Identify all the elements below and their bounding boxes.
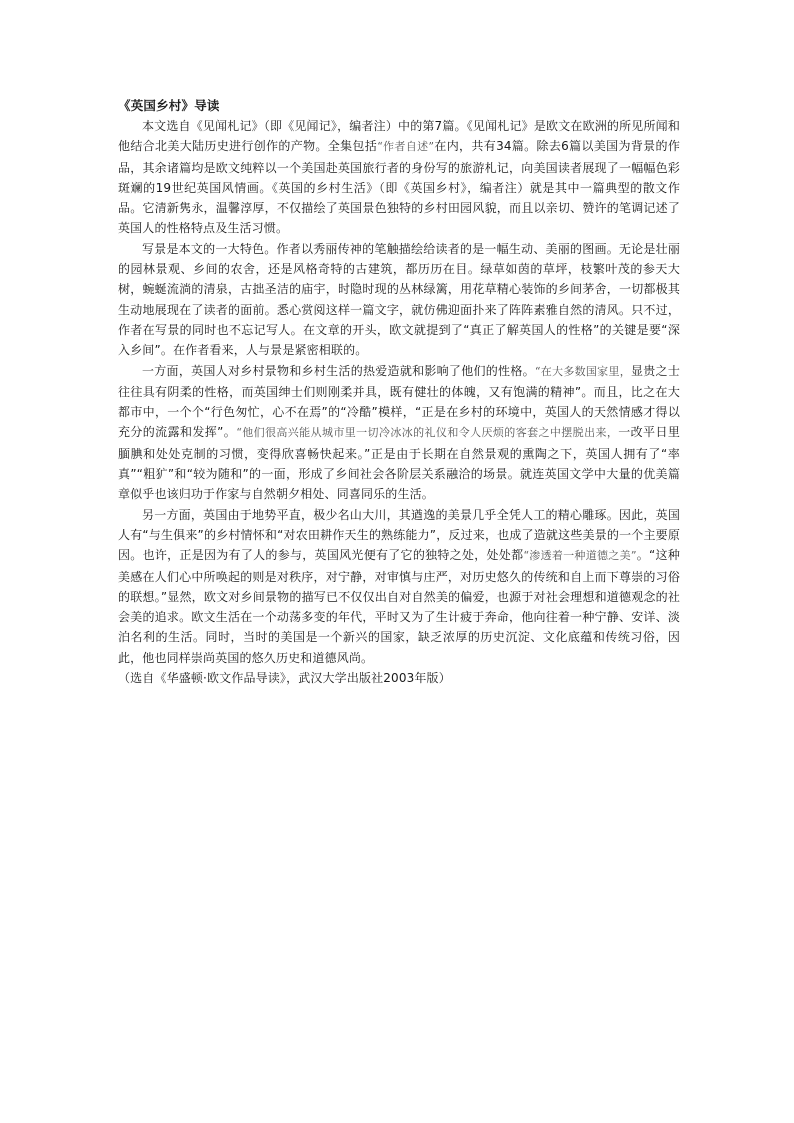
article (118, 96, 680, 688)
paragraph-text: 一方面，英国人对乡村景物和乡村生活的热爱造就和影响了他们的性格。 (142, 363, 535, 378)
source-note: （选自《华盛顿·欧文作品导读》，武汉大学出版社2003年版） (118, 671, 451, 686)
quoted-text: “在大多数国家里， (534, 364, 631, 378)
article-body (118, 116, 680, 668)
paragraph-text: 。“这种美感在人们心中所唤起的则是对秩序，对宁静，对审慎与庄严，对历史悠久的传统和自上而下尊崇的习俗的联想。”显然，欧文对乡间景物的描写已不仅仅出自对自然美的偏爱，也源于对社会理想和道德观念的社会美的追求。欧文生活在一个动荡多变的年代，平时又为了生计疲于奔命，他向往着一种宁静、安详、淡泊名利的生活。同时，当时的美国是一个新兴的国家，缺乏浓厚的历史沉淀、文化底蕴和传统习俗，因此，他也同样崇尚英国的悠久历史和道德风尚。 (118, 548, 680, 665)
quoted-text: “他们很高兴能从城市里一切冷冰冰的礼仪和令人厌烦的客套之中摆脱出来， (236, 426, 619, 440)
body-paragraph (118, 505, 680, 668)
body-paragraph (118, 239, 680, 361)
body-paragraph (118, 116, 680, 239)
body-paragraph (118, 361, 680, 505)
paragraph-text: 显贵之士往往具有阴柔的性格，而英国绅士们则刚柔并具，既有健壮的体魄，又有饱满的精神”。而且，比之在大都市中，一个个“行色匆忙，心不在焉”的“冷酷”模样，“正是在乡村的环境中，英国人的天然情感才得以充分的流露和发挥”。 (118, 363, 680, 440)
article-title: 《英国乡村》导读 (118, 98, 220, 113)
quoted-text: “渗透着一种道德之美” (523, 549, 637, 563)
quoted-text: “作者自述” (377, 140, 435, 154)
paragraph-text: 写景是本文的一大特色。作者以秀丽传神的笔触描绘给读者的是一幅生动、美丽的图画。无论是壮丽的园林景观、乡间的农舍，还是风格奇特的古建筑，都历历在目。绿草如茵的草坪，枝繁叶茂的参天大树，蜿蜒流淌的清泉，古拙圣洁的庙宇，时隐时现的丛林绿篱，用花草精心装饰的乡间茅舍，一切都极其生动地展现在了读者的面前。悉心赏阅这样一篇文字，就仿佛迎面扑来了阵阵素雅自然的清风。只不过，作者在写景的同时也不忘记写人。在文章的开头，欧文就提到了“真正了解英国人的性格”的关键是要“深入乡间”。在作者看来，人与景是紧密相联的。 (118, 241, 680, 358)
paragraph-text: 本文选自《见闻札记》（即《见闻记》，编者注）中的第7篇。《见闻札记》是欧文在欧洲的所见所闻和他结合北美大陆历史进行创作的产物。全集包括 (118, 119, 680, 154)
paragraph-text: 另一方面，英国由于地势平直，极少名山大川，其遒逸的美景几乎全凭人工的精心雕琢。因此，英国人有“与生俱来”的乡村情怀和“对农田耕作天生的熟练能力”，反过来，也成了造就这些美景的一个主要原因。也许，正是因为有了人的参与，英国风光便有了它的独特之处，处处都 (118, 507, 680, 563)
paragraph-text: 一改平日里腼腆和处处克制的习惯，变得欣喜畅快起来。”正是由于长期在自然景观的熏陶之下，英国人拥有了“率真”“粗犷”和“较为随和”的一面，形成了乡间社会各阶层关系融洽的场景。就连英国文学中大量的优美篇章似乎也该归功于作家与自然朝夕相处、同喜同乐的生活。 (118, 425, 680, 502)
paragraph-text: 在内，共有34篇。除去6篇以美国为背景的作品，其余诸篇均是欧文纯粹以一个美国赴英国旅行者的身份写的旅游札记，向美国读者展现了一幅幅色彩斑斓的19世纪英国风情画。《英国的乡村生活》（即《英国乡村》，编者注）就是其中一篇典型的散文作品。它清新隽永，温馨淳厚，不仅描绘了英国景色独特的乡村田园风貌，而且以亲切、赞许的笔调记述了英国人的性格特点及生活习惯。 (118, 139, 680, 236)
